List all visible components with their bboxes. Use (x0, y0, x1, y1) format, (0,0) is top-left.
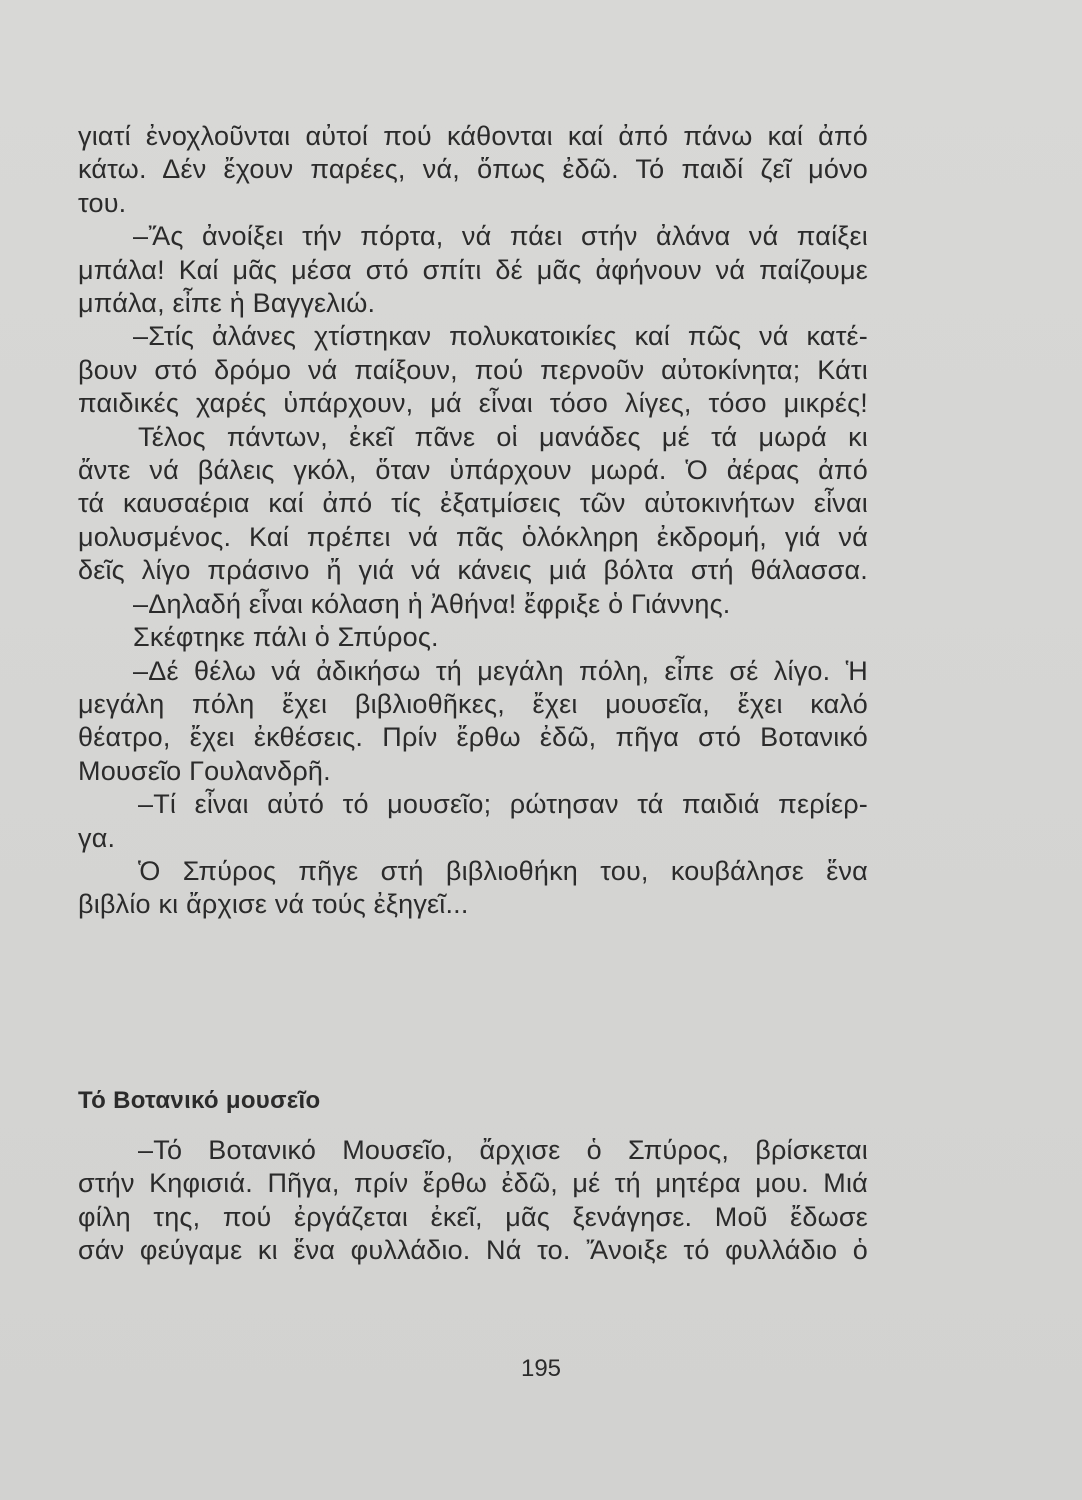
text-line: σάν φεύγαμε κι ἕνα φυλλάδιο. Νά το. Ἄνοιξε τό φυλλάδιο ὁ (78, 1235, 868, 1266)
text-line: μπάλα! Καί μᾶς μέσα στό σπίτι δέ μᾶς ἀφήνουν νά παίζουμε (78, 254, 868, 285)
text-line: –Στίς ἀλάνες χτίστηκαν πολυκατοικίες καί πῶς νά κατέ- (133, 321, 868, 352)
text-line: Τέλος πάντων, ἐκεῖ πᾶνε οἱ μανάδες μέ τά μωρά κι (138, 421, 868, 452)
text-line: Σκέφτηκε πάλι ὁ Σπύρος. (133, 622, 439, 653)
text-line: θέατρο, ἔχει ἐκθέσεις. Πρίν ἔρθω ἐδῶ, πῆγα στό Βοτανικό (78, 722, 868, 753)
page-number: 195 (520, 1355, 562, 1382)
text-line: μπάλα, εἶπε ἡ Βαγγελιώ. (78, 288, 376, 319)
text-line: –Δηλαδή εἶναι κόλαση ἡ Ἀθήνα! ἔφριξε ὁ Γιάννης. (133, 588, 731, 619)
text-line: κάτω. Δέν ἔχουν παρέες, νά, ὅπως ἐδῶ. Τό παιδί ζεῖ μόνο (78, 154, 868, 185)
section-text (78, 1134, 868, 1268)
text-line: βιβλίο κι ἄρχισε νά τούς ἐξηγεῖ... (78, 889, 469, 920)
text-line: –Ἄς ἀνοίξει τήν πόρτα, νά πάει στήν ἀλάνα νά παίξει (133, 221, 868, 252)
text-line: –Τό Βοτανικό Μουσεῖο, ἄρχισε ὁ Σπύρος, βρίσκεται (138, 1135, 868, 1165)
text-line: Ὁ Σπύρος πῆγε στή βιβλιοθήκη του, κουβάλησε ἕνα (138, 855, 868, 886)
text-line: μεγάλη πόλη ἔχει βιβλιοθῆκες, ἔχει μουσεῖα, ἔχει καλό (78, 688, 868, 719)
text-line: φίλη της, πού ἐργάζεται ἐκεῖ, μᾶς ξενάγησε. Μοῦ ἔδωσε (78, 1201, 868, 1232)
text-line: μολυσμένος. Καί πρέπει νά πᾶς ὁλόκληρη ἐκδρομή, γιά νά (78, 521, 868, 552)
text-line: βουν στό δρόμο νά παίξουν, πού περνοῦν αὐτοκίνητα; Κάτι (78, 354, 868, 385)
text-line: παιδικές χαρές ὑπάρχουν, μά εἶναι τόσο λίγες, τόσο μικρές! (78, 388, 868, 419)
body-text (78, 120, 868, 922)
text-line: γα. (78, 822, 116, 853)
text-line: ἄντε νά βάλεις γκόλ, ὅταν ὑπάρχουν μωρά. Ὁ ἀέρας ἀπό (78, 455, 868, 486)
text-line: –Δέ θέλω νά ἀδικήσω τή μεγάλη πόλη, εἶπε σέ λίγο. Ἡ (133, 655, 868, 686)
text-line: γιατί ἐνοχλοῦνται αὐτοί πού κάθονται καί ἀπό πάνω καί ἀπό (78, 121, 868, 151)
text-line: δεῖς λίγο πράσινο ἤ γιά νά κάνεις μιά βόλτα στή θάλασσα. (78, 555, 868, 586)
section-heading: Τό Βοτανικό μουσεῖο (78, 1087, 321, 1114)
text-line: του. (78, 187, 127, 218)
text-line: –Τί εἶναι αὐτό τό μουσεῖο; ρώτησαν τά παιδιά περίερ- (138, 789, 868, 820)
text-line: στήν Κηφισιά. Πῆγα, πρίν ἔρθω ἐδῶ, μέ τή μητέρα μου. Μιά (78, 1168, 868, 1199)
text-line: Μουσεῖο Γουλανδρῆ. (78, 755, 331, 786)
text-line: τά καυσαέρια καί ἀπό τίς ἐξατμίσεις τῶν αὐτοκινήτων εἶναι (78, 488, 868, 519)
